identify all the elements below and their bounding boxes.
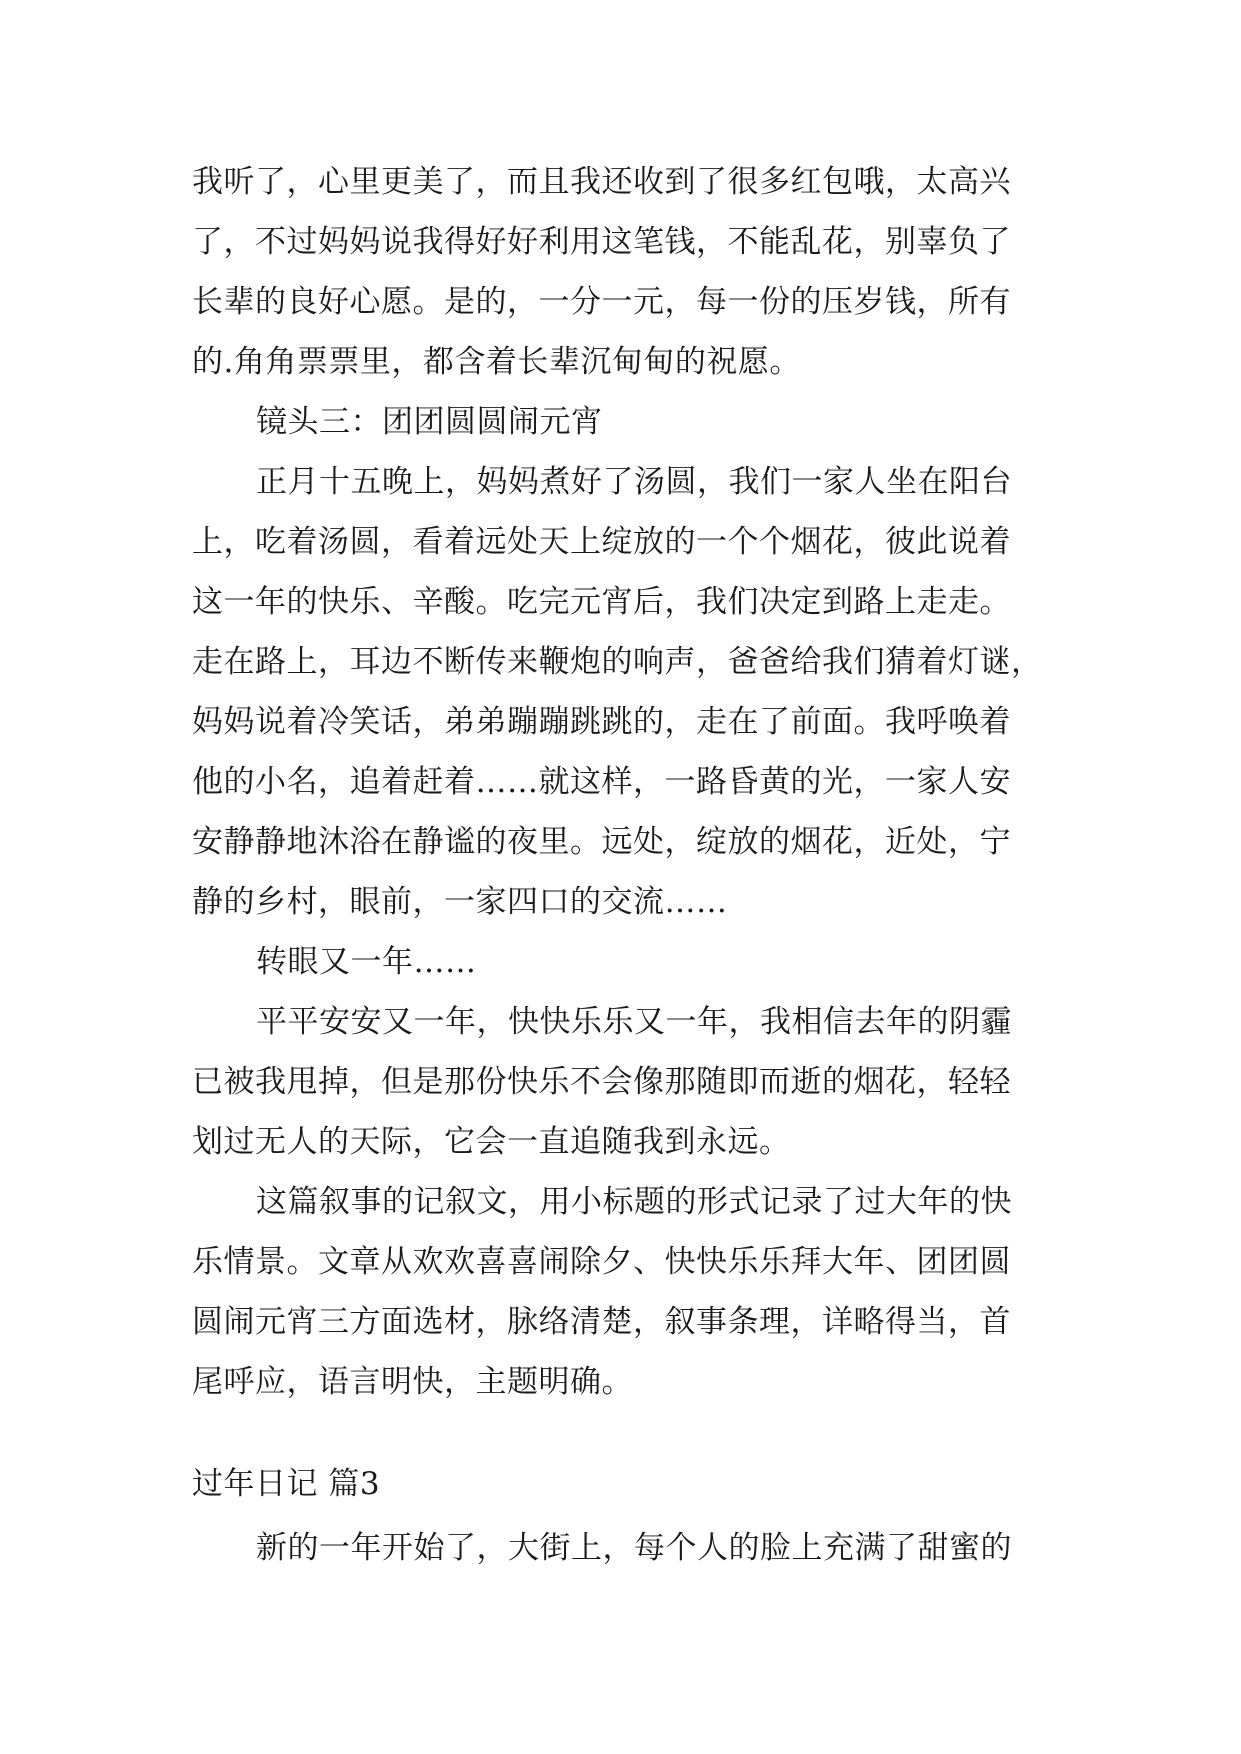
paragraph-line: 正月十五晚上，妈妈煮好了汤圆，我们一家人坐在阳台 [256,464,1012,500]
paragraph-line: 乐情景。文章从欢欢喜喜闹除夕、快快乐乐拜大年、团团圆 [192,1244,1011,1280]
paragraph-line: 平平安安又一年，快快乐乐又一年，我相信去年的阴霾 [256,1004,1012,1040]
paragraph-line: 转眼又一年…… [256,944,477,980]
paragraph-line: 他的小名，追着赶着……就这样，一路昏黄的光，一家人安 [192,764,1011,800]
paragraph-line: 新的一年开始了，大街上，每个人的脸上充满了甜蜜的 [256,1530,1012,1566]
paragraph-line: 的.角角票票里，都含着长辈沉甸甸的祝愿。 [192,344,801,380]
paragraph-line: 尾呼应，语言明快，主题明确。 [192,1364,633,1400]
paragraph-line: 划过无人的天际，它会一直追随我到永远。 [192,1124,791,1160]
paragraph-line: 圆闹元宵三方面选材，脉络清楚，叙事条理，详略得当，首 [192,1304,1011,1340]
paragraph-line: 这篇叙事的记叙文，用小标题的形式记录了过大年的快 [256,1184,1012,1220]
article-title: 过年日记 篇3 [192,1466,381,1502]
paragraph-line: 安静静地沐浴在静谧的夜里。远处，绽放的烟花，近处，宁 [192,824,1011,860]
paragraph-line: 已被我甩掉，但是那份快乐不会像那随即而逝的烟花，轻轻 [192,1064,1011,1100]
paragraph-line: 上，吃着汤圆，看着远处天上绽放的一个个烟花，彼此说着 [192,524,1011,560]
paragraph-line: 了，不过妈妈说我得好好利用这笔钱，不能乱花，别辜负了 [192,224,1011,260]
paragraph-line: 长辈的良好心愿。是的，一分一元，每一份的压岁钱，所有 [192,284,1011,320]
section-heading: 镜头三：团团圆圆闹元宵 [256,404,603,440]
paragraph-line: 我听了，心里更美了，而且我还收到了很多红包哦，太高兴 [192,164,1011,200]
paragraph-line: 静的乡村，眼前，一家四口的交流…… [192,884,728,920]
paragraph-line: 这一年的快乐、辛酸。吃完元宵后，我们决定到路上走走。 [192,584,1011,620]
paragraph-line: 走在路上，耳边不断传来鞭炮的响声，爸爸给我们猜着灯谜， [192,644,1043,680]
paragraph-line: 妈妈说着冷笑话，弟弟蹦蹦跳跳的，走在了前面。我呼唤着 [192,704,1011,740]
